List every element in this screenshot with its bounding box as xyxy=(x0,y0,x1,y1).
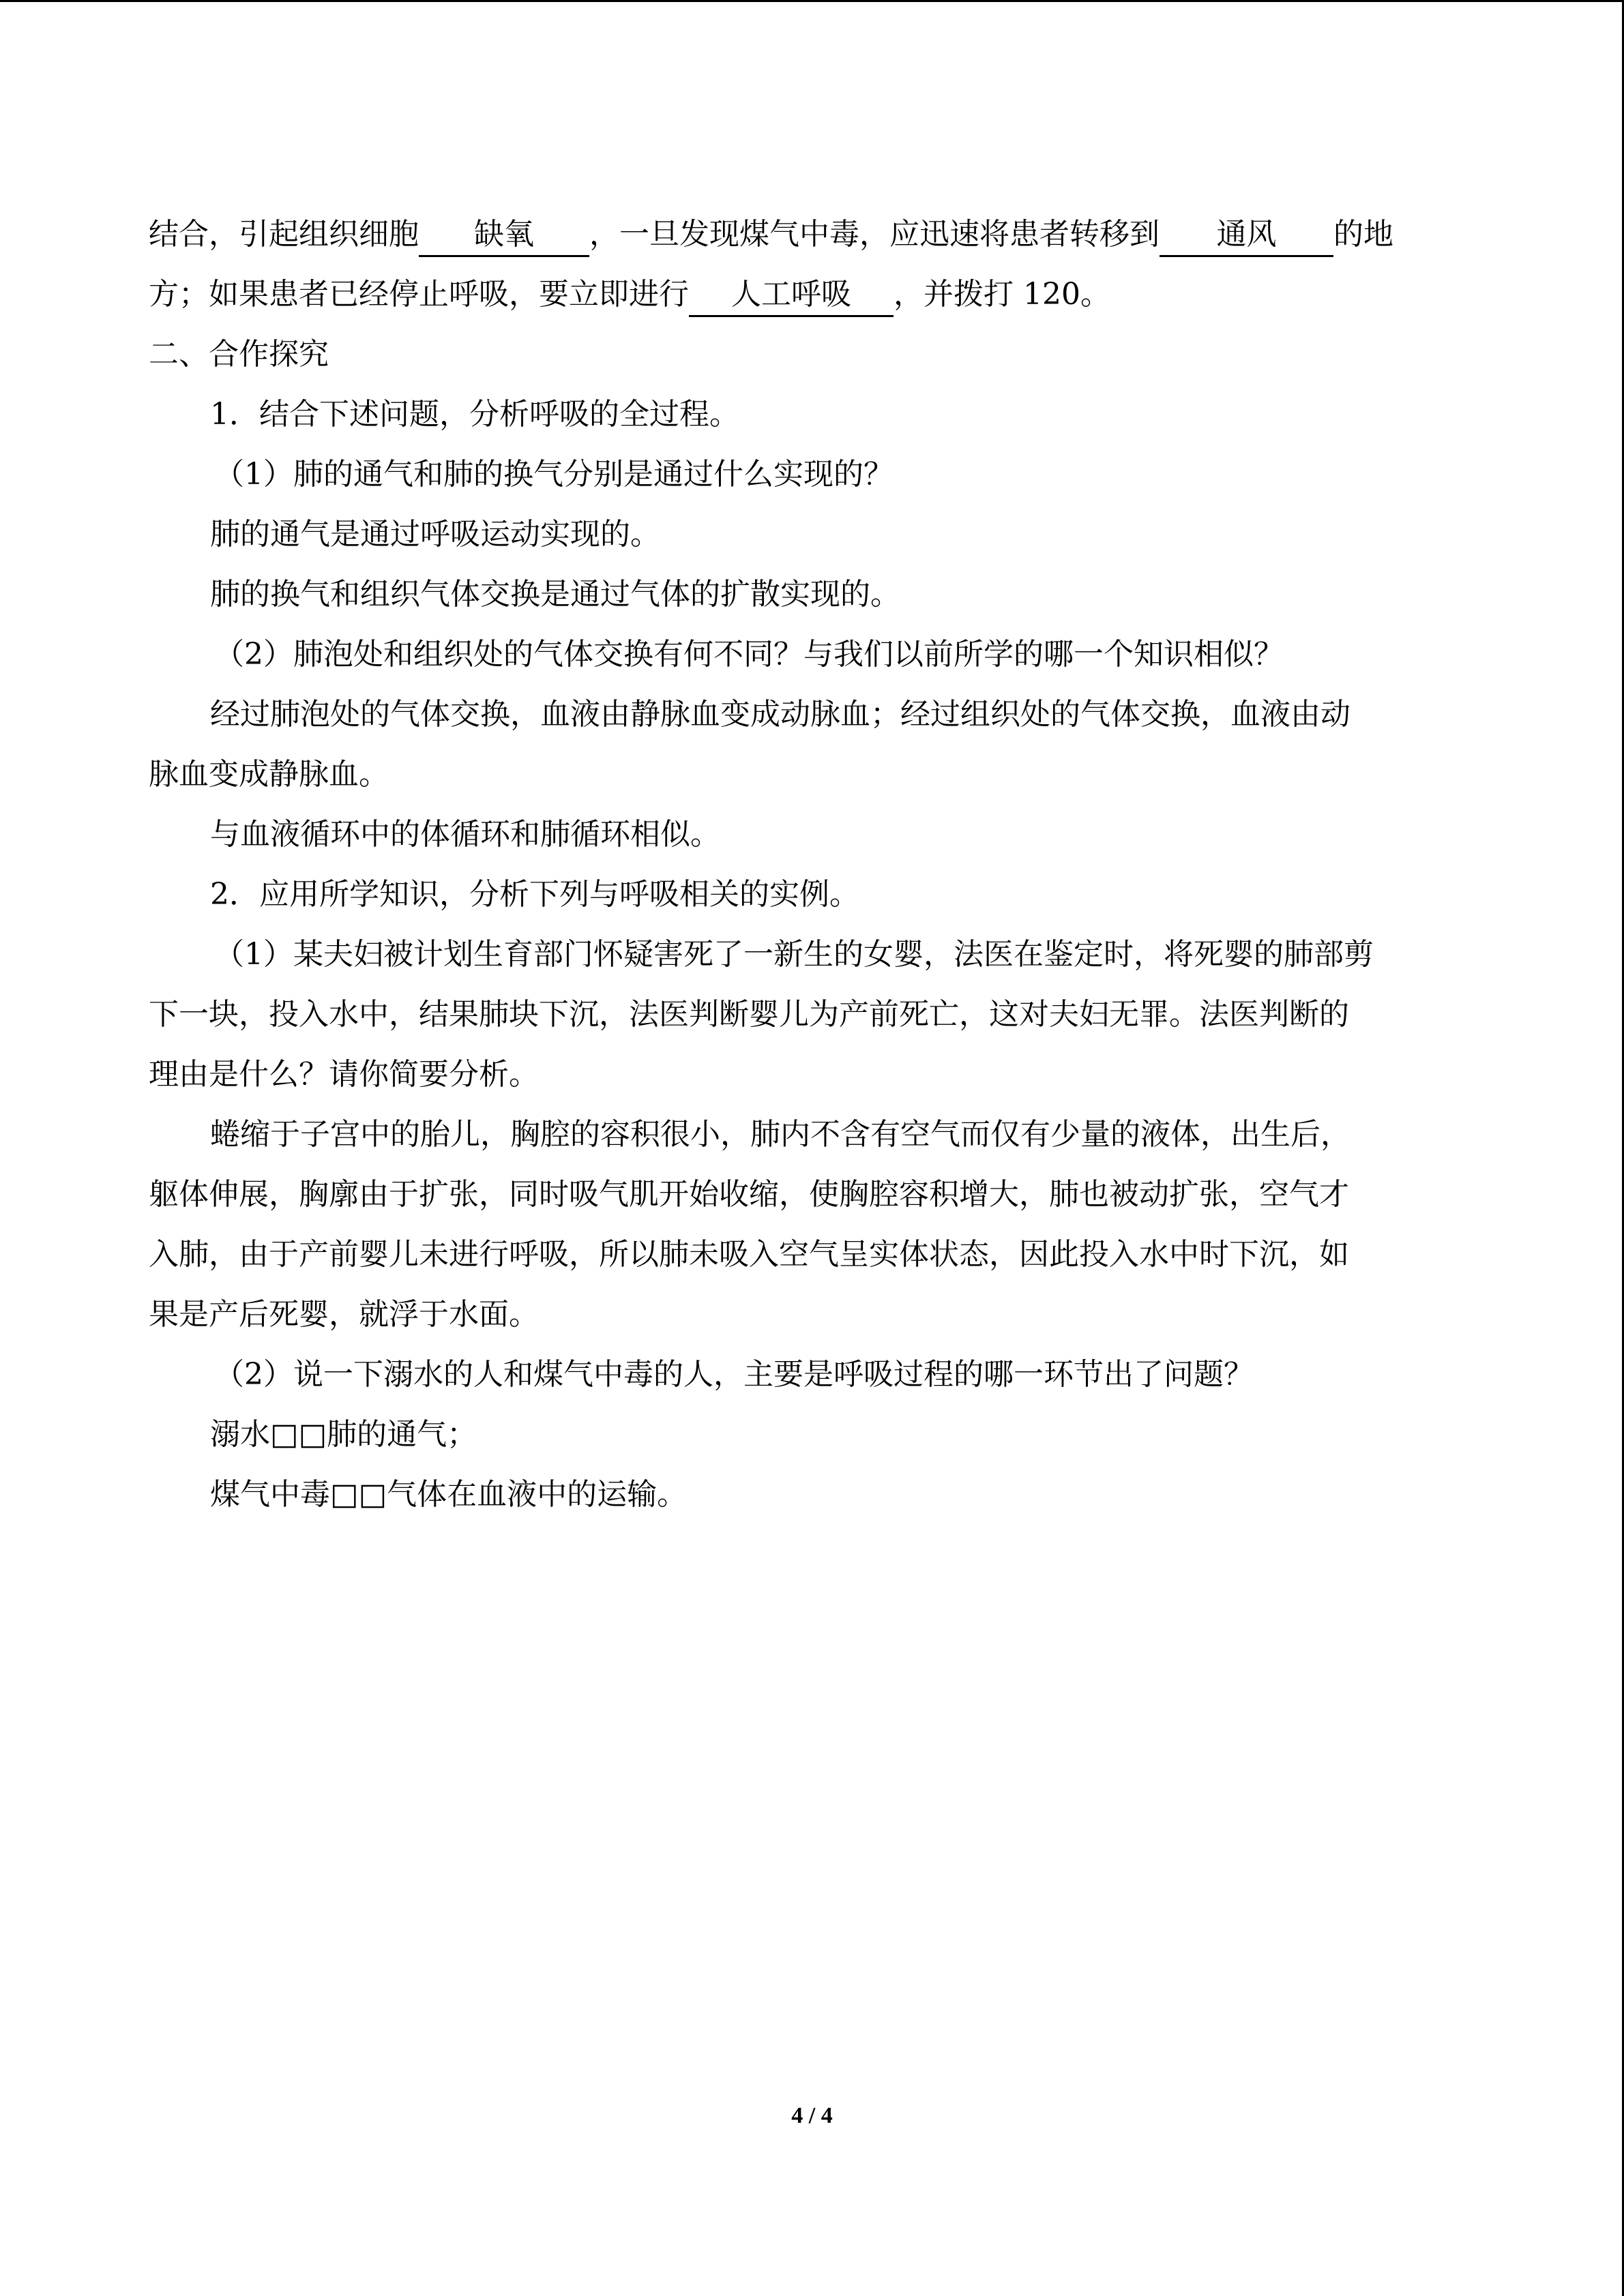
question-2: 2．应用所学知识，分析下列与呼吸相关的实例。 xyxy=(210,877,859,912)
answer-line: 经过肺泡处的气体交换，血液由静脉血变成动脉血；经过组织处的气体交换，血液由动 xyxy=(210,697,1350,732)
answer-line: 脉血变成静脉血。 xyxy=(149,757,389,792)
section-heading: 二、合作探究 xyxy=(149,337,329,372)
paragraph-line xyxy=(149,205,1479,265)
paragraph-line xyxy=(149,265,1479,325)
answer-line: 肺的通气是通过呼吸运动实现的。 xyxy=(210,517,660,552)
text-fragment: ，一旦发现煤气中毒，应迅速将患者转移到 xyxy=(589,217,1160,252)
answer-line: 果是产后死婴，就浮于水面。 xyxy=(149,1297,539,1332)
question-1-1: （1）肺的通气和肺的换气分别是通过什么实现的？ xyxy=(214,457,894,492)
question-1: 1．结合下述问题，分析呼吸的全过程。 xyxy=(210,397,739,432)
answer-line: 躯体伸展，胸廓由于扩张，同时吸气肌开始收缩，使胸腔容积增大，肺也被动扩张，空气才 xyxy=(149,1177,1349,1212)
answer-line: 与血液循环中的体循环和肺循环相似。 xyxy=(210,817,720,852)
fill-blank-answer: 缺氧 xyxy=(419,214,589,257)
answer-line: 蜷缩于子宫中的胎儿，胸腔的容积很小，肺内不含有空气而仅有少量的液体，出生后， xyxy=(210,1117,1350,1152)
answer-line: 煤气中毒□□气体在血液中的运输。 xyxy=(210,1477,688,1512)
question-line: 理由是什么？请你简要分析。 xyxy=(149,1057,539,1092)
text-fragment: 的地 xyxy=(1333,217,1393,252)
top-border-rule xyxy=(0,0,1624,2)
text-fragment: 结合，引起组织细胞 xyxy=(149,217,419,252)
fill-blank-answer: 人工呼吸 xyxy=(689,274,894,317)
answer-line: 肺的换气和组织气体交换是通过气体的扩散实现的。 xyxy=(210,577,900,612)
page-number: 4 / 4 xyxy=(791,2103,833,2128)
answer-line: 溺水□□肺的通气； xyxy=(210,1417,477,1452)
question-2-1: （1）某夫妇被计划生育部门怀疑害死了一新生的女婴，法医在鉴定时，将死婴的肺部剪 xyxy=(214,937,1374,972)
document-body xyxy=(149,205,1479,1525)
text-fragment: ，并拨打 120。 xyxy=(894,277,1110,312)
question-2-2: （2）说一下溺水的人和煤气中毒的人，主要是呼吸过程的哪一环节出了问题？ xyxy=(214,1357,1254,1392)
question-line: 下一块，投入水中，结果肺块下沉，法医判断婴儿为产前死亡，这对夫妇无罪。法医判断的 xyxy=(149,997,1349,1032)
fill-blank-answer: 通风 xyxy=(1160,214,1333,257)
question-1-2: （2）肺泡处和组织处的气体交换有何不同？与我们以前所学的哪一个知识相似？ xyxy=(214,637,1284,672)
text-fragment: 方；如果患者已经停止呼吸，要立即进行 xyxy=(149,277,689,312)
answer-line: 入肺，由于产前婴儿未进行呼吸，所以肺未吸入空气呈实体状态，因此投入水中时下沉，如 xyxy=(149,1237,1349,1272)
